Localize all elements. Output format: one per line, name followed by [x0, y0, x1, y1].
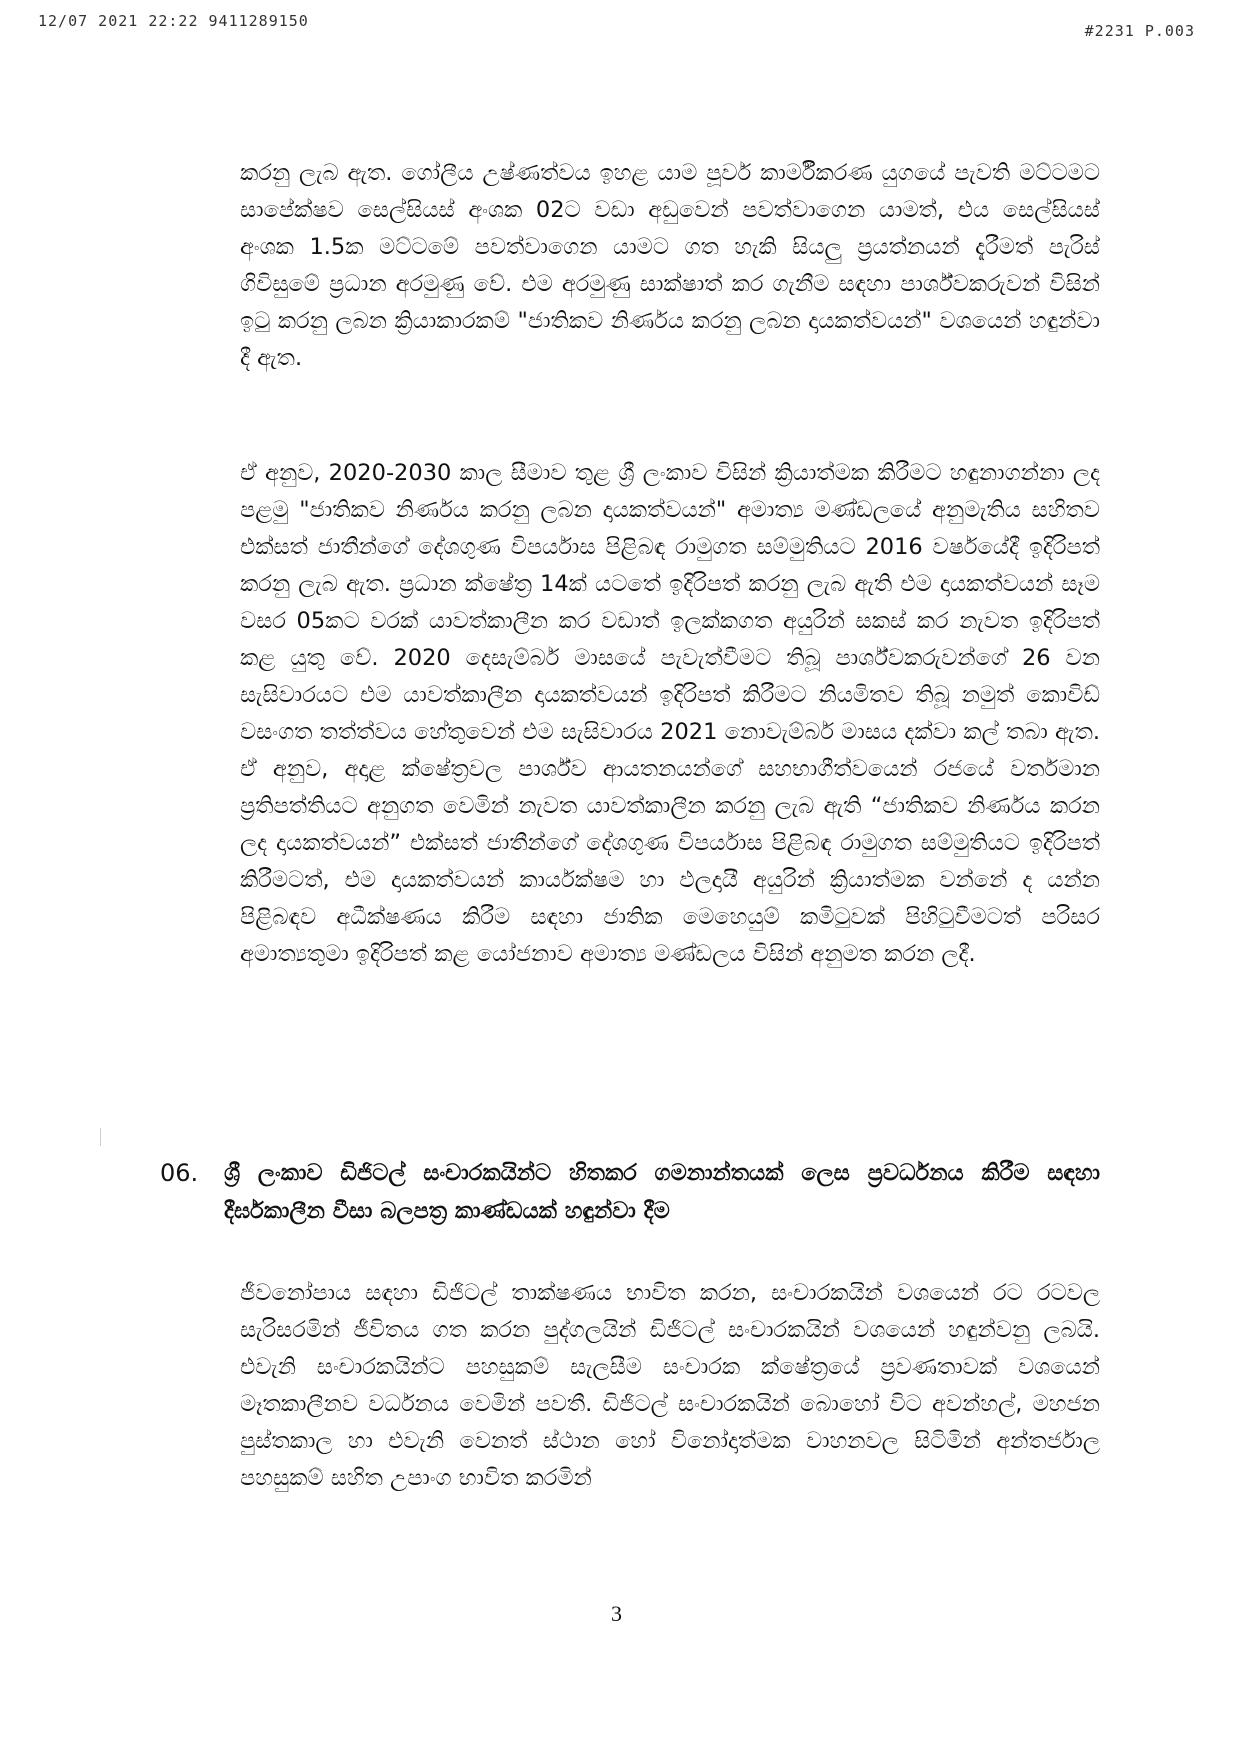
margin-mark	[100, 1128, 101, 1146]
paragraph-ndc-update: ඒ අනුව, 2020-2030 කාල සීමාව තුළ ශ්‍රී ලංකාව විසින් ක්‍රියාත්මක කිරීමට හඳුනාගන්නා ලද පළමු "ජාතිකව නිර්ණය කරනු ලබන දායකත්වයන්" අමාත්‍ය මණ්ඩලයේ අනුමැතිය සහිතව එක්සත් ජාතීන්ගේ දේශගුණ විපර්යාස පිළිබඳ රාමුගත සම්මුතියට 2016 වර්ෂයේදී ඉදිරිපත් කරනු ලැබ ඇත. ප්‍රධාන ක්ෂේත්‍ර 14ක් යටතේ ඉදිරිපත් කරනු ලැබ ඇති එම දායකත්වයන් සෑම වසර 05කට වරක් යාවත්කාලීන කර වඩාත් ඉලක්කගත අයුරින් සකස් කර නැවත ඉදිරිපත් කළ යුතු වේ. 2020 දෙසැම්බර් මාසයේ පැවැත්වීමට තිබූ පාර්ශ්වකරුවන්ගේ 26 වන සැසිවාරයට එම යාවත්කාලීන දායකත්වයන් ඉදිරිපත් කිරීමට නියමිතව තිබූ නමුත් කොවිඩ් වසංගත තත්ත්වය හේතුවෙන් එම සැසිවාරය 2021 නොවැම්බර් මාසය දක්වා කල් තබා ඇත. ඒ අනුව, අදාළ ක්ෂේත්‍රවල පාර්ශ්ව ආයතනයන්ගේ සහභාගීත්වයෙන් රජයේ වර්තමාන ප්‍රතිපත්තියට අනුගත වෙමින් නැවත යාවත්කාලීන කරනු ලැබ ඇති “ජාතිකව නිර්ණය කරන ලද දායකත්වයන්” එක්සත් ජාතීන්ගේ දේශගුණ විපර්යාස පිළිබඳ රාමුගත සම්මුතියට ඉදිරිපත් කිරීමටත්, එම දායකත්වයන් කාර්යක්ෂම හා ඵලදායී අයුරින් ක්‍රියාත්මක වන්නේ ද යන්න පිළිබඳව අධීක්ෂණය කිරීම සඳහා ජාතික මෙහෙයුම් කමිටුවක් පිහිටුවීමටත් පරිසර අමාත්‍යතුමා ඉදිරිපත් කළ යෝජනාව අමාත්‍ය මණ්ඩලය විසින් අනුමත කරන ලදී.	[240, 460, 1100, 967]
fax-timestamp: 12/07 2021 22:22 9411289150	[38, 12, 309, 30]
fax-page-ref: #2231 P.003	[1084, 22, 1195, 40]
page-number: 3	[611, 1601, 622, 1626]
section-title: ශ්‍රී ලංකාව ඩිජිටල් සංචාරකයින්ට හිතකර ගමනාන්තයක් ලෙස ප්‍රවර්ධනය කිරීම සඳහා දීර්ඝකාලීන වීසා බලපත්‍ර කාණ්ඩයක් හඳුන්වා දීම	[224, 1160, 1100, 1224]
paragraph-paris-agreement: කරනු ලැබ ඇත. ගෝලීය උෂ්ණත්වය ඉහළ යාම පූර්ව කාර්මීකරණ යුගයේ පැවති මට්ටමට සාපේක්ෂව සෙල්සියස් අංශක 02ට වඩා අඩුවෙන් පවත්වාගෙන යාමත්, එය සෙල්සියස් අංශක 1.5ක මට්ටමේ පවත්වාගෙන යාමට ගත හැකි සියලු ප්‍රයත්නයන් දැරීමත් පැරිස් ගිවිසුමේ ප්‍රධාන අරමුණු වේ. එම අරමුණු සාක්ෂාත් කර ගැනීම සඳහා පාර්ශ්වකරුවන් විසින් ඉටු කරනු ලබන ක්‍රියාකාරකම් "ජාතිකව නිර්ණය කරනු ලබන දායකත්වයන්" වශයෙන් හඳුන්වා දී ඇත.	[240, 160, 1100, 371]
section-number: 06.	[160, 1159, 199, 1187]
fax-header	[38, 12, 1195, 40]
paragraph-digital-nomads: ජීවනෝපාය සඳහා ඩිජිටල් තාක්ෂණය භාවිත කරන, සංචාරකයින් වශයෙන් රට රටවල සැරිසරමින් ජීවිතය ගත කරන පුද්ගලයින් ඩිජිටල් සංචාරකයින් වශයෙන් හඳුන්වනු ලබයි. එවැනි සංචාරකයින්ට පහසුකම් සැලසීම සංචාරක ක්ෂේත්‍රයේ ප්‍රවණතාවක් වශයෙන් මෑතකාලීනව වර්ධනය වෙමින් පවතී. ඩිජිටල් සංචාරකයින් බොහෝ විට අවන්හල්, මහජන පුස්තකාල හා එවැනි වෙනත් ස්ථාන හෝ විනෝදාත්මක වාහනවල සිටිමින් අන්තර්ජාල පහසුකම් සහිත උපාංග භාවිත කරමින්	[240, 1280, 1100, 1491]
